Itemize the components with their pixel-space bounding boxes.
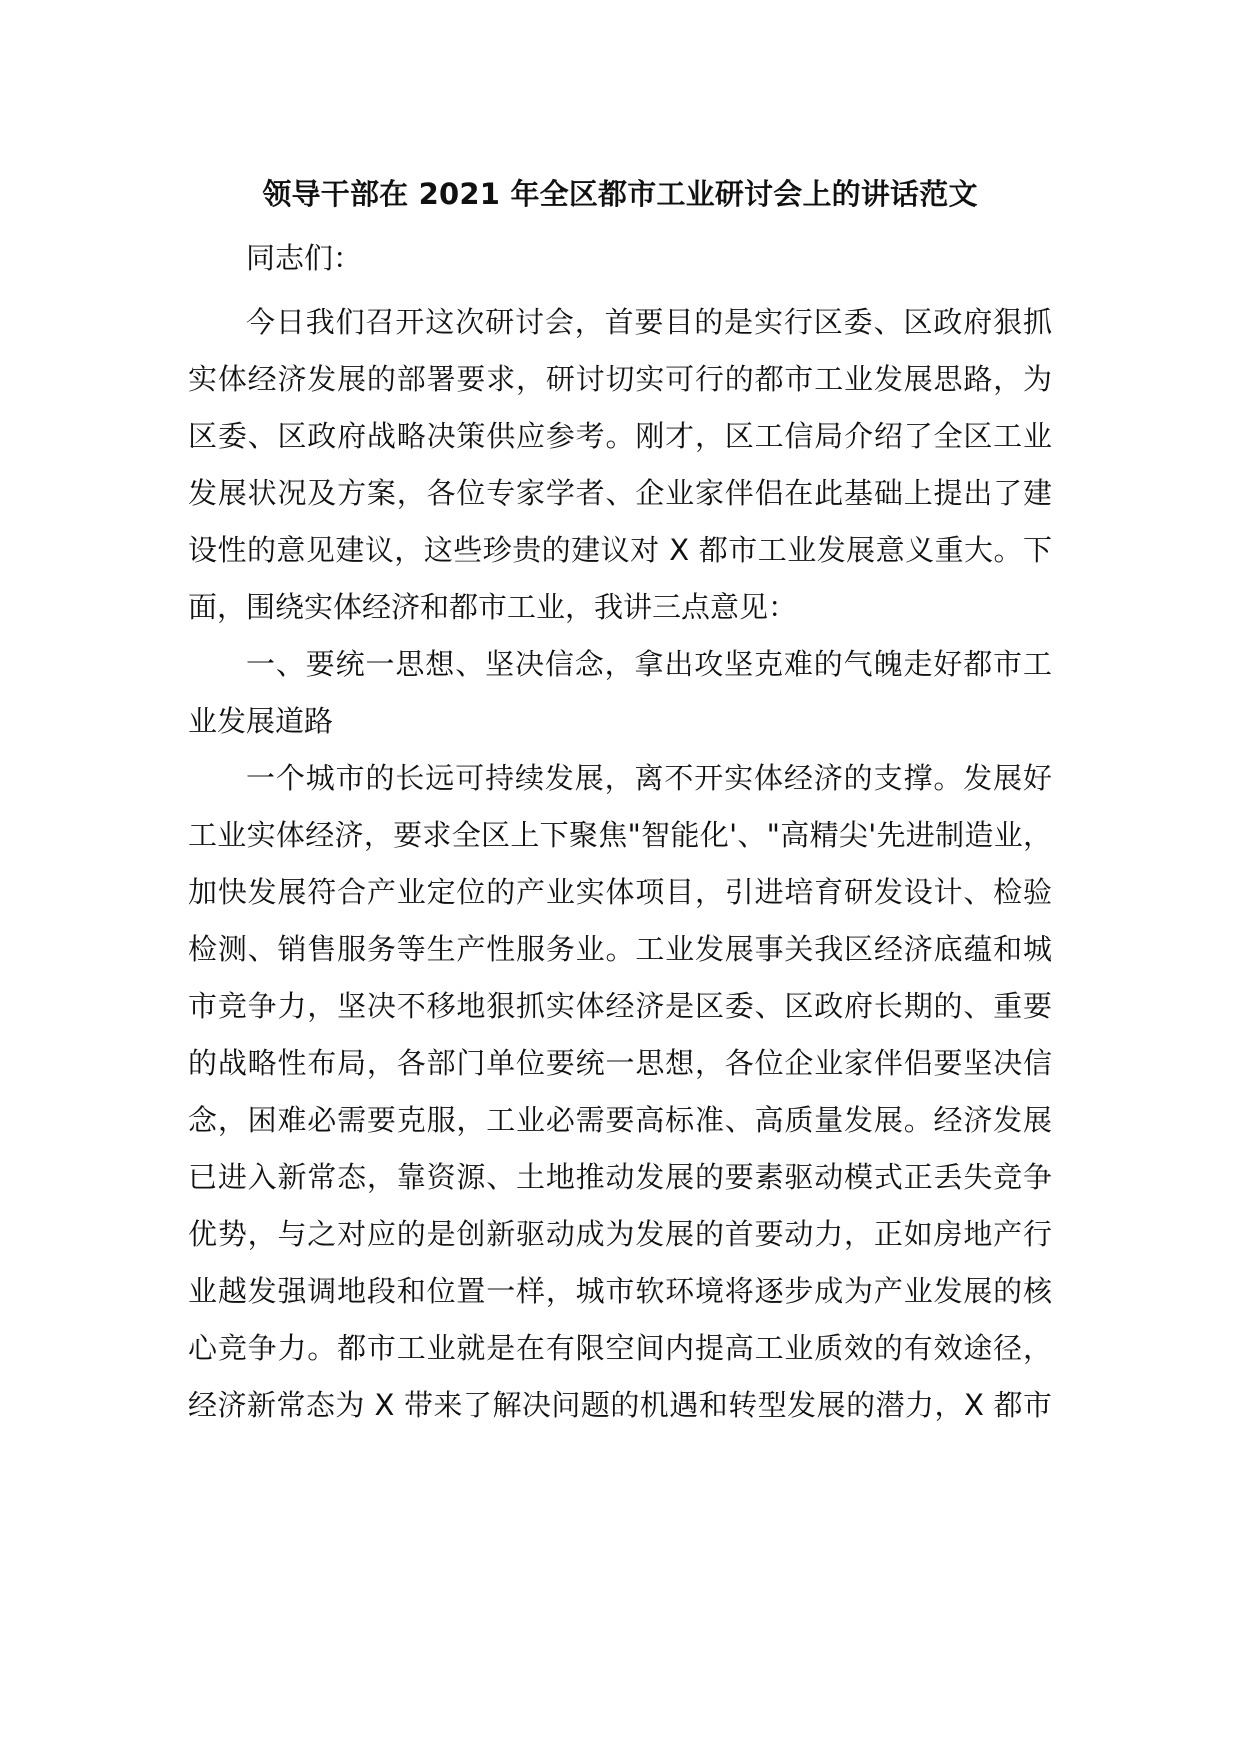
text-line: 经济新常态为 X 带来了解决问题的机遇和转型发展的潜力，X 都市 <box>188 1388 1052 1422</box>
section-heading-line: 业发展道路 <box>188 704 334 738</box>
text-line: 设性的意见建议，这些珍贵的建议对 X 都市工业发展意义重大。下 <box>188 533 1052 567</box>
salutation: 同志们： <box>246 241 363 275</box>
text-line: 的战略性布局，各部门单位要统一思想，各位企业家伴侣要坚决信 <box>188 1046 1052 1080</box>
text-line: 市竞争力，坚决不移地狠抓实体经济是区委、区政府长期的、重要 <box>188 989 1052 1023</box>
text-line: 实体经济发展的部署要求，研讨切实可行的都市工业发展思路，为 <box>188 362 1052 396</box>
document-title: 领导干部在 2021 年全区都市工业研讨会上的讲话范文 <box>262 177 978 211</box>
text-line: 业越发强调地段和位置一样，城市软环境将逐步成为产业发展的核 <box>188 1274 1052 1308</box>
text-line: 已进入新常态，靠资源、土地推动发展的要素驱动模式正丢失竞争 <box>188 1160 1052 1194</box>
text-line: 面，围绕实体经济和都市工业，我讲三点意见： <box>188 590 798 624</box>
text-line: 念，困难必需要克服，工业必需要高标准、高质量发展。经济发展 <box>188 1103 1052 1137</box>
text-line: 优势，与之对应的是创新驱动成为发展的首要动力，正如房地产行 <box>188 1217 1052 1251</box>
text-line: 加快发展符合产业定位的产业实体项目，引进培育研发设计、检验 <box>188 875 1052 909</box>
text-line: 检测、销售服务等生产性服务业。工业发展事关我区经济底蕴和城 <box>188 932 1052 966</box>
text-line: 一个城市的长远可持续发展，离不开实体经济的支撑。发展好 <box>246 761 1052 795</box>
text-line: 工业实体经济，要求全区上下聚焦"智能化'、"高精尖'先进制造业， <box>188 818 1052 852</box>
text-line: 今日我们召开这次研讨会，首要目的是实行区委、区政府狠抓 <box>246 305 1052 339</box>
text-line: 发展状况及方案，各位专家学者、企业家伴侣在此基础上提出了建 <box>188 476 1052 510</box>
text-line: 区委、区政府战略决策供应参考。刚才，区工信局介绍了全区工业 <box>188 419 1052 453</box>
section-heading-line: 一、要统一思想、坚决信念，拿出攻坚克难的气魄走好都市工 <box>246 647 1052 681</box>
text-line: 心竞争力。都市工业就是在有限空间内提高工业质效的有效途径， <box>188 1331 1052 1365</box>
